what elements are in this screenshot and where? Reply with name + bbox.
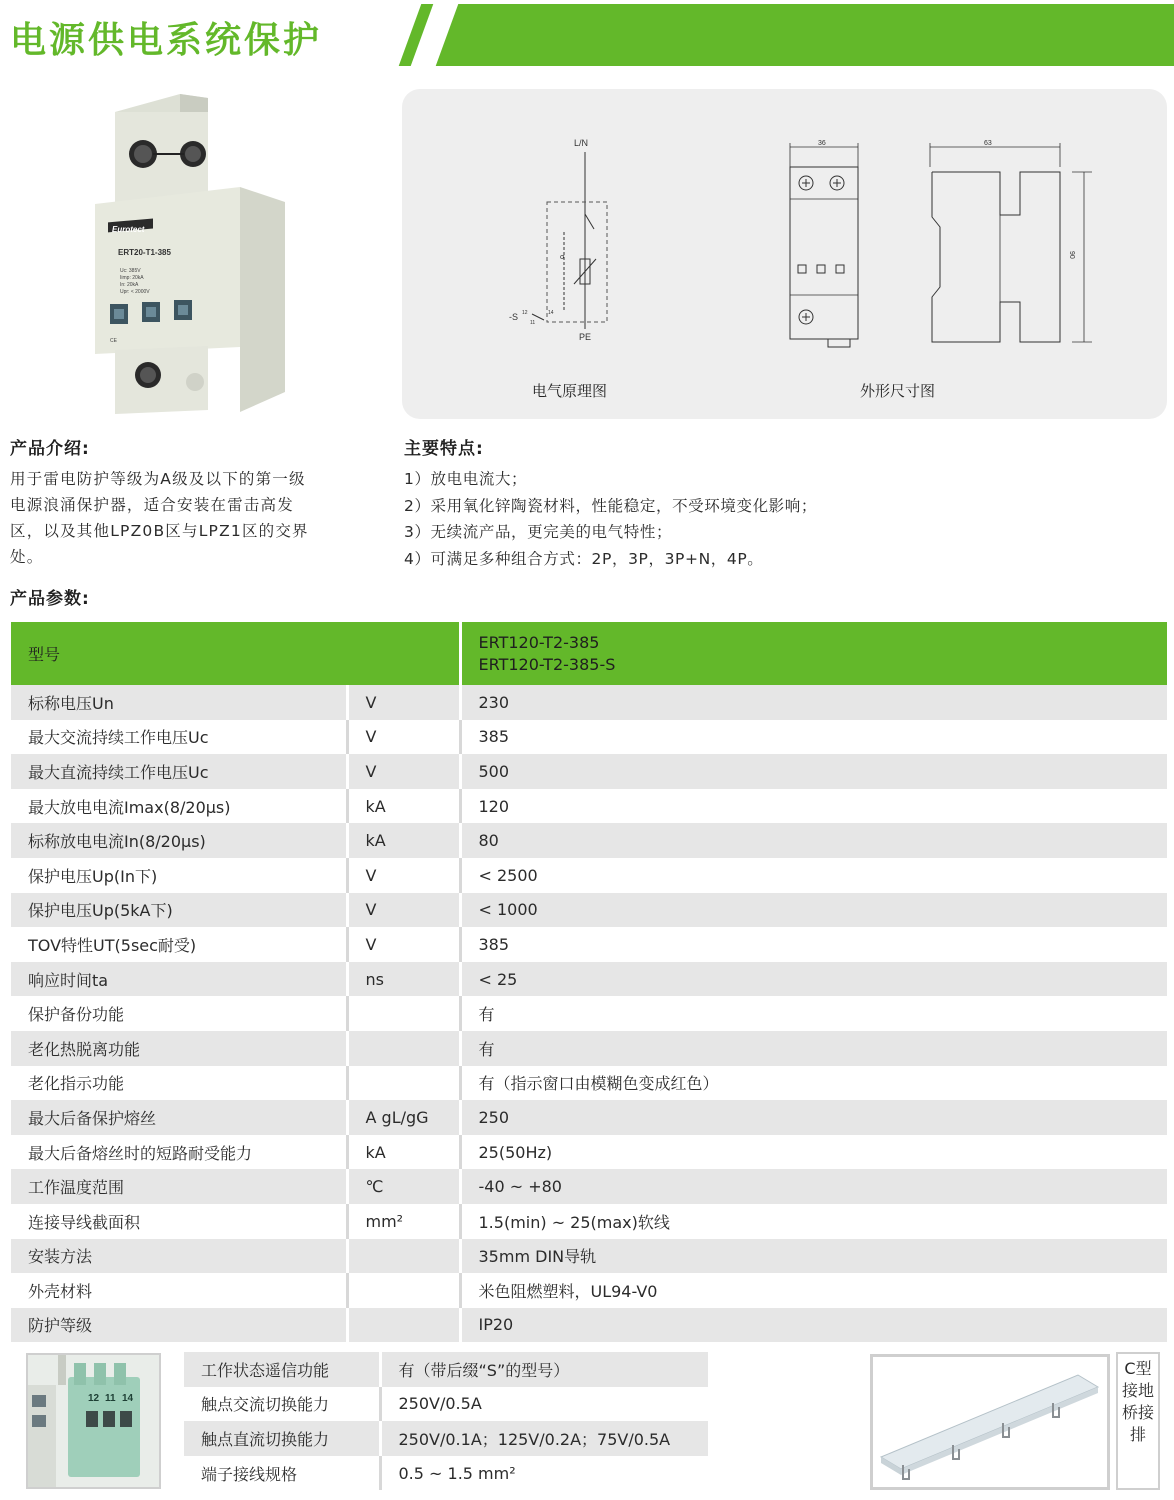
product-brand: Eurotect xyxy=(112,225,145,234)
table-row: 标称放电电流In(8/20μs) kA 80 xyxy=(11,823,1167,858)
dimension-width-side: 63 xyxy=(984,140,992,147)
table-row: 最大直流持续工作电压Uc V 500 xyxy=(11,754,1167,789)
table-row: 外壳材料 米色阻燃塑料，UL94-V0 xyxy=(11,1273,1167,1308)
feature-item: 1）放电电流大； xyxy=(404,470,528,488)
table-row: 工作温度范围 ℃ -40 ~ +80 xyxy=(11,1169,1167,1204)
svg-text:Iimp: 20kA: Iimp: 20kA xyxy=(120,275,144,281)
table-row: 标称电压Un V 230 xyxy=(11,685,1167,720)
schematic-label-ln: L/N xyxy=(574,138,589,148)
dimension-height: 90 xyxy=(1068,251,1075,259)
diagram-panel xyxy=(402,89,1167,419)
table-row: TOV特性UT(5sec耐受) V 385 xyxy=(11,927,1167,962)
table-row: 触点直流切换能力 250V/0.1A；125V/0.2A；75V/0.5A xyxy=(184,1421,708,1456)
svg-text:CE: CE xyxy=(110,338,117,344)
svg-text:σ: σ xyxy=(560,254,565,261)
schematic-label-pe: PE xyxy=(579,332,592,342)
feature-item: 4）可满足多种组合方式：2P，3P，3P+N，4P。 xyxy=(404,549,764,568)
svg-text:Upr: < 2000V: Upr: < 2000V xyxy=(120,289,150,295)
svg-text:In: 20kA: In: 20kA xyxy=(120,282,139,288)
svg-text:14: 14 xyxy=(122,1393,134,1404)
table-header-row xyxy=(11,622,1167,685)
table-row: 最大后备保护熔丝 A gL/gG 250 xyxy=(11,1100,1167,1135)
table-row: 连接导线截面积 mm² 1.5(min) ~ 25(max)软线 xyxy=(11,1204,1167,1239)
table-row: 最大后备熔丝时的短路耐受能力 kA 25(50Hz) xyxy=(11,1135,1167,1170)
schematic-label-s: -S xyxy=(509,312,518,322)
table-row: 最大放电电流Imax(8/20μs) kA 120 xyxy=(11,789,1167,824)
table-row: 老化热脱离功能 有 xyxy=(11,1031,1167,1066)
feature-item: 3）无续流产品，更完美的电气特性； xyxy=(404,523,673,541)
intro-heading: 产品介绍: xyxy=(10,439,90,459)
dimension-width-front: 36 xyxy=(818,140,826,147)
busbar-label: C型接地桥接排 xyxy=(1116,1352,1160,1490)
params-table xyxy=(11,622,1167,1342)
params-heading: 产品参数: xyxy=(10,589,90,609)
features-heading: 主要特点: xyxy=(404,439,484,459)
table-row: 保护备份功能 有 xyxy=(11,996,1167,1031)
table-row: 保护电压Up(5kA下) V < 1000 xyxy=(11,893,1167,928)
feature-item: 2）采用氧化锌陶瓷材料，性能稳定，不受环境变化影响； xyxy=(404,496,817,515)
dimension-caption: 外形尺寸图 xyxy=(860,382,936,400)
product-image xyxy=(90,92,300,417)
intro-text: 用于雷电防护等级为A级及以下的第一级 电源浪涌保护器，适合安装在雷击高发 区，以及其他LPZ0B区与LPZ1区的交界 处。 xyxy=(10,470,309,566)
model-values: ERT120-T2-385 ERT120-T2-385-S xyxy=(460,622,1167,685)
svg-text:Uc: 385V: Uc: 385V xyxy=(120,268,141,274)
table-row: 触点交流切换能力 250V/0.5A xyxy=(184,1387,708,1422)
svg-text:11: 11 xyxy=(530,320,536,326)
model-label: 型号 xyxy=(11,622,460,685)
svg-text:12: 12 xyxy=(522,310,528,316)
signal-terminal-image xyxy=(26,1353,161,1489)
schematic-caption: 电气原理图 xyxy=(532,382,608,400)
table-row: 保护电压Up(In下) V < 2500 xyxy=(11,858,1167,893)
table-row: 安装方法 35mm DIN导轨 xyxy=(11,1239,1167,1274)
electrical-schematic xyxy=(502,134,632,349)
page-title: 电源供电系统保护 xyxy=(10,20,323,61)
table-row: 老化指示功能 有（指示窗口由模糊色变成红色） xyxy=(11,1066,1167,1101)
table-row: 响应时间ta ns < 25 xyxy=(11,962,1167,997)
svg-text:14: 14 xyxy=(548,310,554,316)
product-model-label: ERT20-T1-385 xyxy=(118,248,171,257)
svg-text:12: 12 xyxy=(88,1393,100,1404)
signal-table xyxy=(184,1352,708,1490)
table-row: 最大交流持续工作电压Uc V 385 xyxy=(11,720,1167,755)
header-accent-stripe xyxy=(399,4,434,66)
table-row: 防护等级 IP20 xyxy=(11,1308,1167,1343)
table-row: 端子接线规格 0.5 ~ 1.5 mm² xyxy=(184,1456,708,1491)
dimension-drawing xyxy=(782,137,1112,362)
svg-text:11: 11 xyxy=(105,1393,116,1404)
busbar-image xyxy=(870,1354,1110,1490)
header-bar xyxy=(436,4,1174,66)
features-list xyxy=(404,466,817,572)
table-row: 工作状态遥信功能 有（带后缀“S”的型号） xyxy=(184,1352,708,1387)
